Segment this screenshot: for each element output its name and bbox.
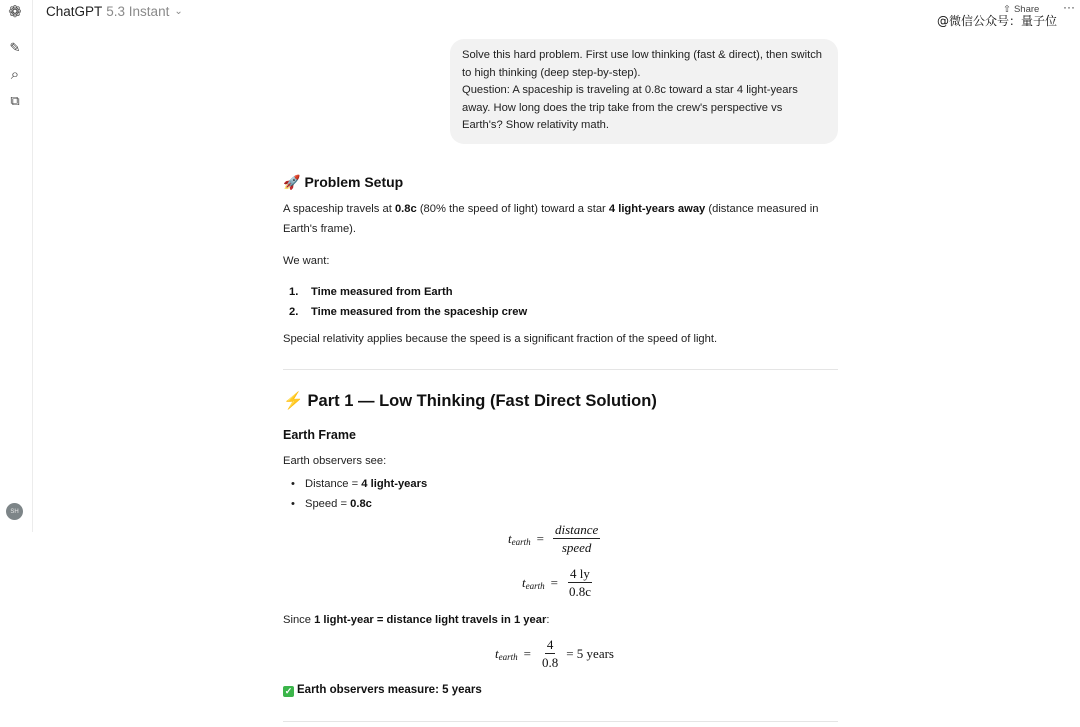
share-icon: ⇧: [1003, 4, 1011, 15]
equation-4ly-over-0.8c: t earth = $\frac{4 ly}{0.8c}$: [522, 566, 591, 599]
equation-5-years: t earth = $\frac{4}{0.8}$ = 5 years: [495, 637, 614, 670]
watermark: @微信公众号：量子位: [937, 14, 1058, 28]
rocket-icon: 🚀: [283, 174, 301, 190]
setup-paragraph: A spaceship travels at 0.8c (80% the speed of light) toward a star 4 light-years away (distance measured in Earth's frame).: [283, 203, 819, 235]
check-icon: ✓: [284, 686, 293, 696]
list-item: • Speed = 0.8c: [291, 498, 372, 510]
avatar[interactable]: SH: [6, 503, 23, 520]
list-item: 1. Time measured from Earth: [289, 286, 453, 298]
user-message-line: Question: A spaceship is traveling at 0.8c toward a star 4 light-years away. How long does the trip take from the crew's perspective vs Earth's? Show relativity math.: [462, 84, 798, 131]
share-label: Share: [1013, 4, 1040, 15]
chevron-down-icon: ⌄: [174, 6, 183, 17]
relativity-note: Special relativity applies because the speed is a significant fraction of the speed of light.: [283, 333, 718, 345]
model-name: 5.3 Instant: [106, 4, 170, 19]
section-heading-part1: ⚡ Part 1 — Low Thinking (Fast Direct Solution): [283, 392, 657, 410]
section-heading-problem-setup: 🚀 Problem Setup: [283, 174, 404, 190]
list-item: 2. Time measured from the spaceship crew: [289, 306, 528, 318]
more-options-icon[interactable]: ···: [1063, 0, 1075, 14]
search-icon[interactable]: ⌕: [10, 65, 20, 83]
user-message-bubble: [450, 39, 838, 144]
model-selector[interactable]: [46, 4, 183, 19]
app-name: ChatGPT: [46, 4, 103, 19]
earth-result: ✓ Earth observers measure: 5 years: [284, 684, 482, 696]
light-year-note: Since 1 light-year = distance light travels in 1 year:: [283, 614, 550, 626]
sidebar: [0, 0, 33, 532]
equation-distance-over-speed: t earth = $\frac{\text{distance}}{\text{speed}}$: [508, 522, 599, 555]
list-item: • Distance = 4 light-years: [291, 478, 428, 490]
divider: [283, 721, 838, 722]
earth-observers-intro: Earth observers see:: [283, 455, 387, 467]
user-message-line: Solve this hard problem. First use low thinking (fast & direct), then switch to high thinking (deep step-by-step).: [462, 49, 823, 79]
library-icon[interactable]: ⧉: [10, 93, 20, 108]
subheading-earth-frame: Earth Frame: [283, 428, 356, 442]
we-want-text: We want:: [283, 255, 330, 267]
lightning-icon: ⚡: [283, 392, 304, 410]
new-chat-icon[interactable]: ✎: [9, 40, 21, 55]
openai-logo-icon[interactable]: ❁: [8, 4, 22, 21]
divider: [283, 369, 838, 370]
